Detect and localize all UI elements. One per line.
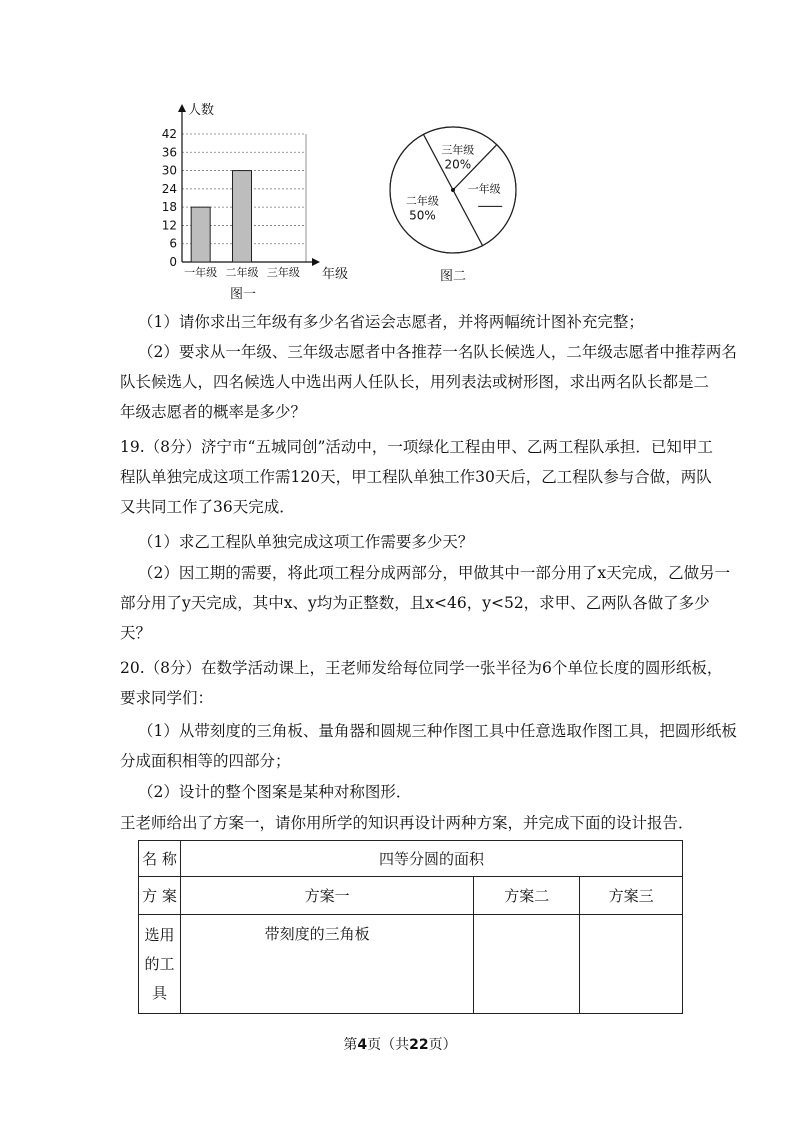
plan-1-cell: 方案一 <box>180 877 473 915</box>
xtick-label: 三年级 <box>266 266 300 279</box>
pie-value-label: 20% <box>444 157 472 172</box>
pie-label: 一年级 <box>467 182 501 196</box>
ytick-label: 0 <box>169 255 177 269</box>
pie-chart <box>385 108 525 288</box>
ytick-label: 18 <box>161 200 177 215</box>
q18-part2-line2: 队长候选人，四名候选人中选出两人任队长，用列表法或树形图，求出两名队长都是二 <box>120 373 710 391</box>
page-footer <box>0 1034 800 1054</box>
q20-line1 <box>120 653 722 683</box>
q20-number: 20. <box>120 659 145 677</box>
ytick-label: 42 <box>161 127 177 141</box>
tools-label-cell <box>139 915 181 1014</box>
plan-3-cell: 方案三 <box>580 877 683 915</box>
ytick-label: 6 <box>169 236 177 251</box>
q19-part1: （1）求乙工程队单独完成这项工作需要多少天？ <box>138 533 474 551</box>
bar-chart <box>150 98 360 308</box>
bar-chart-ylabel: 人数 <box>188 103 215 118</box>
tools-plan-1-cell <box>180 915 473 1014</box>
bar-chart-yticks <box>162 127 177 269</box>
q19-number: 19. <box>120 438 145 456</box>
q18-part2-line1: （2）要求从一年级、三年级志愿者中各推荐一名队长候选人，二年级志愿者中推荐两名 <box>138 343 737 361</box>
bar <box>233 171 252 262</box>
q20-part1-line1: （1）从带刻度的三角板、量角器和圆规三种作图工具中任意选取作图工具，把圆形纸板 <box>138 722 737 740</box>
footer-total-pages: 22 <box>409 1037 429 1053</box>
footer-page-number: 4 <box>357 1037 368 1053</box>
q19-stem-2: 程队单独完成这项工作需120天，甲工程队单独工作30天后，乙工程队参与合做，两队 <box>120 468 712 486</box>
pie-label: 二年级 <box>405 194 439 208</box>
pie-center <box>451 188 455 192</box>
x-axis-arrow <box>312 258 320 266</box>
q20-part1-line2: 分成面积相等的四部分； <box>120 752 291 770</box>
tools-label-line2: 的工 <box>144 954 175 973</box>
tools-plan-1-text: 带刻度的三角板 <box>264 925 370 943</box>
bar-chart-xlabel: 年级 <box>322 267 349 282</box>
question-19 <box>120 432 713 522</box>
q19-part2-line3: 天？ <box>120 624 152 642</box>
xtick-label: 一年级 <box>184 266 218 279</box>
tools-plan-2-cell <box>474 915 580 1014</box>
q19-stem-3: 又共同工作了36天完成． <box>120 498 295 516</box>
bar-chart-xticks <box>184 265 300 279</box>
y-axis-arrow <box>178 104 186 112</box>
bar-chart-caption: 图一 <box>230 287 257 302</box>
ytick-label: 24 <box>161 181 177 196</box>
table-row-plans <box>139 877 683 915</box>
ytick-label: 30 <box>161 163 177 178</box>
q20-stem-1: （8分）在数学活动课上，王老师发给每位同学一张半径为6个单位长度的圆形纸板， <box>144 659 723 677</box>
xtick-label: 二年级 <box>225 266 259 279</box>
ytick-label: 36 <box>161 145 177 160</box>
table-row-tools <box>139 915 683 1014</box>
q18-part1: （1）请你求出三年级有多少名省运会志愿者，并将两幅统计图补充完整； <box>138 313 644 331</box>
tools-label-line1: 选用 <box>144 925 175 944</box>
pie-label: 三年级 <box>441 143 475 157</box>
footer-mid: 页（共 <box>367 1037 410 1053</box>
q19-part2-line1: （2）因工期的需要，将此项工程分成两部分，甲做其中一部分用了x天完成，乙做另一 <box>138 564 731 582</box>
q20-stem-2: 要求同学们： <box>120 689 214 707</box>
plan-label-cell: 方 案 <box>139 877 181 915</box>
q20-part2: （2）设计的整个图案是某种对称图形． <box>138 783 412 801</box>
q18-part2 <box>120 337 737 427</box>
q19-line1 <box>120 432 713 462</box>
pie-chart-caption: 图二 <box>440 269 467 284</box>
pie-value-label: 50% <box>409 208 436 223</box>
bar <box>191 207 210 262</box>
q20-part1 <box>120 716 737 776</box>
tools-label-line3: 具 <box>151 983 167 1002</box>
q19-part2 <box>120 558 731 648</box>
footer-prefix: 第 <box>343 1037 358 1053</box>
q18-part2-line3: 年级志愿者的概率是多少？ <box>120 403 307 421</box>
name-value-cell: 四等分圆的面积 <box>180 841 682 877</box>
ytick-label: 12 <box>161 218 177 233</box>
q19-part2-line2: 部分用了y天完成，其中x、y均为正整数，且x<46，y<52，求甲、乙两队各做了多少 <box>120 594 710 612</box>
plan-2-cell: 方案二 <box>474 877 580 915</box>
question-20 <box>120 653 722 713</box>
footer-suffix: 页） <box>428 1037 457 1053</box>
q19-stem-1: （8分）济宁市“五城同创”活动中，一项绿化工程由甲、乙两工程队承担．已知甲工 <box>144 438 713 456</box>
bar-chart-bars <box>191 171 251 262</box>
table-row-name <box>139 841 683 877</box>
design-report-table <box>138 840 683 1014</box>
q20-intro: 王老师给出了方案一，请你用所学的知识再设计两种方案，并完成下面的设计报告． <box>120 814 694 832</box>
name-label-cell: 名 称 <box>139 841 181 877</box>
tools-plan-3-cell <box>580 915 683 1014</box>
